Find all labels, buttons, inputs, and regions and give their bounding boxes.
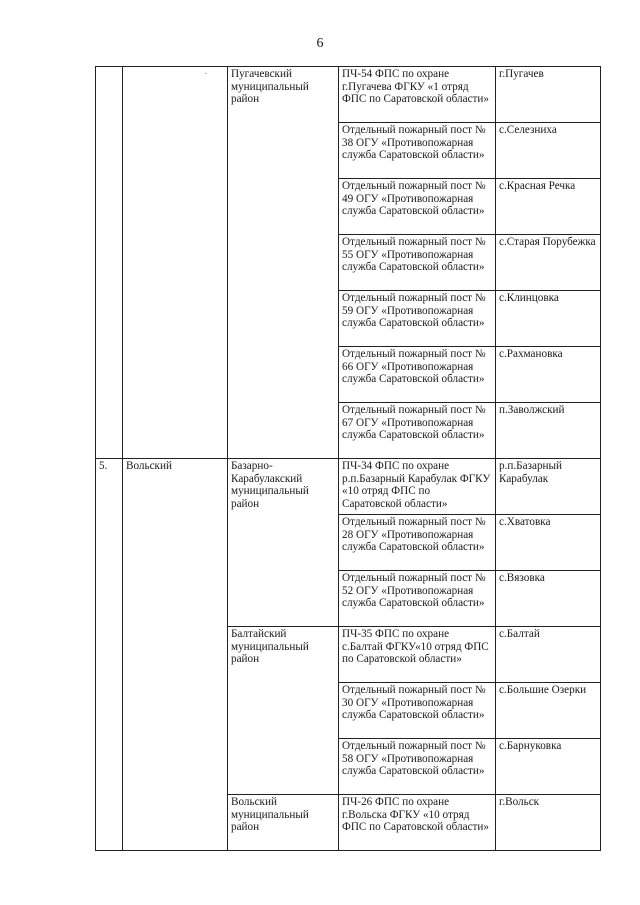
location-cell: с.Старая Порубежка — [496, 235, 601, 291]
fire-unit-cell: Отдельный пожарный пост № 30 ОГУ «Противопожарная служба Саратовской области» — [339, 683, 496, 739]
fire-unit-cell: ПЧ-35 ФПС по охране с.Балтай ФГКУ«10 отряд ФПС по Саратовской области» — [339, 627, 496, 683]
fire-unit-cell: Отдельный пожарный пост № 66 ОГУ «Противопожарная служба Саратовской области» — [339, 347, 496, 403]
location-cell: с.Барнуковка — [496, 739, 601, 795]
location-cell: с.Хватовка — [496, 515, 601, 571]
municipality-cell: Пугачевский муниципальный район — [228, 67, 339, 459]
row-number-cell: 5. — [96, 459, 123, 851]
location-cell: г.Вольск — [496, 795, 601, 851]
location-cell: п.Заволжский — [496, 403, 601, 459]
scan-mark: · — [204, 68, 208, 80]
location-cell: с.Рахмановка — [496, 347, 601, 403]
location-cell: с.Селезниха — [496, 123, 601, 179]
page-number: 6 — [316, 36, 324, 51]
location-cell: с.Клинцовка — [496, 291, 601, 347]
fire-unit-cell: Отдельный пожарный пост № 55 ОГУ «Противопожарная служба Саратовской области» — [339, 235, 496, 291]
fire-unit-cell: Отдельный пожарный пост № 38 ОГУ «Противопожарная служба Саратовской области» — [339, 123, 496, 179]
row-number-cell — [96, 67, 123, 459]
district-cell: Вольский — [123, 459, 228, 851]
fire-unit-cell: Отдельный пожарный пост № 58 ОГУ «Противопожарная служба Саратовской области» — [339, 739, 496, 795]
fire-units-table — [95, 66, 601, 851]
municipality-cell: Вольский муниципальный район — [228, 795, 339, 851]
location-cell: г.Пугачев — [496, 67, 601, 123]
district-cell — [123, 67, 228, 459]
location-cell: с.Красная Речка — [496, 179, 601, 235]
municipality-cell: Балтайский муниципальный район — [228, 627, 339, 795]
fire-unit-cell: Отдельный пожарный пост № 28 ОГУ «Противопожарная служба Саратовской области» — [339, 515, 496, 571]
location-cell: р.п.Базарный Карабулак — [496, 459, 601, 515]
location-cell: с.Балтай — [496, 627, 601, 683]
fire-unit-cell: Отдельный пожарный пост № 49 ОГУ «Противопожарная служба Саратовской области» — [339, 179, 496, 235]
fire-unit-cell: ПЧ-54 ФПС по охране г.Пугачева ФГКУ «1 отряд ФПС по Саратовской области» — [339, 67, 496, 123]
location-cell: с.Большие Озерки — [496, 683, 601, 739]
table-row — [96, 67, 601, 123]
fire-unit-cell: ПЧ-34 ФПС по охране р.п.Базарный Карабулак ФГКУ «10 отряд ФПС по Саратовской области» — [339, 459, 496, 515]
municipality-cell: Базарно-Карабулакский муниципальный район — [228, 459, 339, 627]
location-cell: с.Вязовка — [496, 571, 601, 627]
fire-unit-cell: Отдельный пожарный пост № 59 ОГУ «Противопожарная служба Саратовской области» — [339, 291, 496, 347]
table-row — [96, 459, 601, 515]
fire-unit-cell: ПЧ-26 ФПС по охране г.Вольска ФГКУ «10 отряд ФПС по Саратовской области» — [339, 795, 496, 851]
fire-unit-cell: Отдельный пожарный пост № 52 ОГУ «Противопожарная служба Саратовской области» — [339, 571, 496, 627]
fire-unit-cell: Отдельный пожарный пост № 67 ОГУ «Противопожарная служба Саратовской области» — [339, 403, 496, 459]
